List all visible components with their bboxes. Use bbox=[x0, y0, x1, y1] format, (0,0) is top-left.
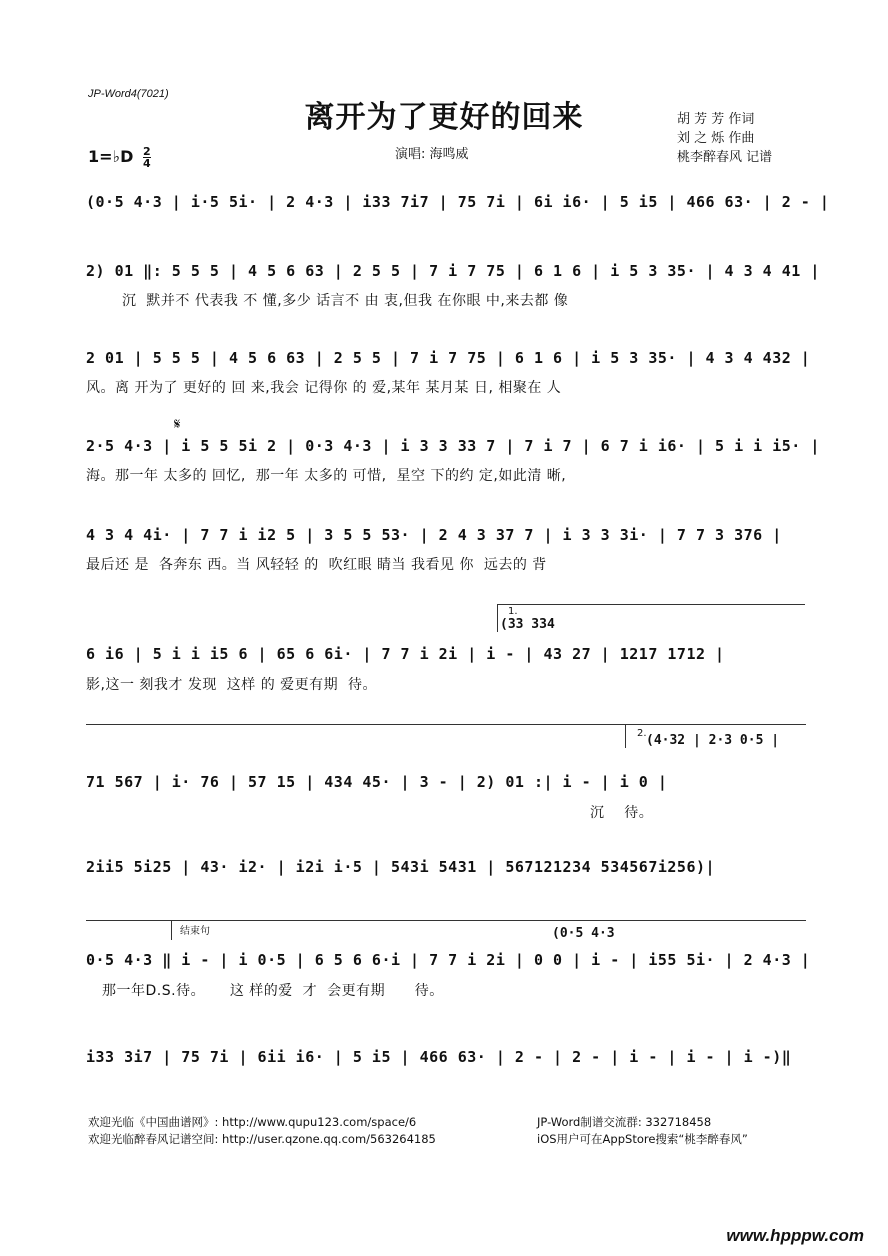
site-watermark: www.hpppw.com bbox=[726, 1226, 864, 1245]
program-version: JP-Word4(7021) bbox=[88, 88, 169, 100]
staff-row-notes: 2ii5 5i25 | 43· i2· | i2i i·5 | 543i 5431 | 567121234 534567i256)| bbox=[86, 858, 716, 876]
coda-notes: (0·5 4·3 bbox=[552, 926, 615, 941]
staff-row-notes: 2 01 | 5 5 5 | 4 5 6 63 | 2 5 5 | 7 i 7 75 | 6 1 6 | i 5 3 35· | 4 3 4 432 | bbox=[86, 349, 811, 367]
time-signature-top: 2 bbox=[142, 145, 151, 158]
footer-ios-info: iOS用户可在AppStore搜索“桃李醉春风” bbox=[537, 1132, 748, 1146]
transcriber: 桃李醉春风 记谱 bbox=[677, 150, 773, 165]
time-signature-bottom: 4 bbox=[142, 157, 151, 170]
staff-row-notes: 2·5 4·3 | i 5 5 5i 2 | 0·3 4·3 | i 3 3 33 7 | 7 i 7 | 6 7 i i6· | 5 i i i5· | bbox=[86, 437, 820, 455]
volta-2-label: 2. bbox=[637, 728, 647, 739]
footer-group-info: JP-Word制谱交流群: 332718458 bbox=[537, 1115, 712, 1129]
volta-2-notes: (4·32 | 2·3 0·5 | bbox=[646, 733, 780, 748]
lyricist: 胡 芳 芳 作词 bbox=[677, 112, 755, 127]
volta-2-bracket-side bbox=[625, 724, 626, 748]
volta-1-bracket bbox=[497, 604, 805, 605]
staff-row-notes: i33 3i7 | 75 7i | 6ii i6· | 5 i5 | 466 63· | 2 - | 2 - | i - | i - | i -)‖ bbox=[86, 1048, 792, 1066]
staff-row-lyrics: 风。离 开为了 更好的 回 来,我会 记得你 的 爱,某年 某月某 日, 相聚在 人 bbox=[86, 380, 562, 396]
page-title: 离开为了更好的回来 bbox=[304, 100, 584, 135]
staff-row-notes: 71 567 | i· 76 | 57 15 | 434 45· | 3 - | 2) 01 :| i - | i 0 | bbox=[86, 773, 668, 791]
volta-line bbox=[86, 724, 806, 725]
volta-1-notes: (33 334 bbox=[500, 617, 555, 632]
staff-row-lyrics: 沉 默并不 代表我 不 懂,多少 话言不 由 衷,但我 在你眼 中,来去都 像 bbox=[122, 293, 569, 309]
staff-row-lyrics: 沉 待。 bbox=[590, 805, 654, 821]
staff-row-lyrics: 影,这一 刻我才 发现 这样 的 爱更有期 待。 bbox=[86, 677, 378, 693]
key-label: 1=♭D bbox=[88, 147, 134, 166]
footer-link-qzone[interactable]: 欢迎光临醉春风记谱空间: http://user.qzone.qq.com/563264185 bbox=[88, 1132, 436, 1146]
time-signature bbox=[143, 146, 151, 169]
key-signature bbox=[88, 146, 151, 169]
footer-left bbox=[88, 1114, 436, 1148]
segno-sign: 𝄋 bbox=[174, 415, 181, 433]
staff-row-notes: 4 3 4 4i· | 7 7 i i2 5 | 3 5 5 53· | 2 4 3 37 7 | i 3 3 3i· | 7 7 3 376 | bbox=[86, 526, 782, 544]
volta-1-bracket-side bbox=[497, 604, 498, 632]
staff-row-lyrics: 最后还 是 各奔东 西。当 风轻轻 的 吹红眼 睛当 我看见 你 远去的 背 bbox=[86, 557, 547, 573]
coda-line bbox=[86, 920, 806, 921]
volta-1-label: 1. bbox=[508, 606, 518, 617]
composer: 刘 之 烁 作曲 bbox=[677, 131, 755, 146]
footer-link-qupu[interactable]: 欢迎光临《中国曲谱网》: http://www.qupu123.com/space/6 bbox=[88, 1115, 417, 1129]
credits bbox=[677, 110, 772, 167]
coda-label: 结束句 bbox=[180, 926, 210, 937]
staff-row-notes: (0·5 4·3 | i·5 5i· | 2 4·3 | i33 7i7 | 75 7i | 6i i6· | 5 i5 | 466 63· | 2 - | bbox=[86, 193, 830, 211]
singer: 演唱: 海鸣威 bbox=[395, 147, 469, 162]
coda-bracket-side bbox=[171, 920, 172, 940]
staff-row-notes: 6 i6 | 5 i i i5 6 | 65 6 6i· | 7 7 i 2i | i - | 43 27 | 1217 1712 | bbox=[86, 645, 725, 663]
staff-row-lyrics: 那一年D.S.待。 这 样的爱 才 会更有期 待。 bbox=[102, 983, 444, 999]
footer-right bbox=[537, 1114, 748, 1148]
staff-row-notes: 0·5 4·3 ‖ i - | i 0·5 | 6 5 6 6·i | 7 7 i 2i | 0 0 | i - | i55 5i· | 2 4·3 | bbox=[86, 951, 811, 969]
staff-row-lyrics: 海。那一年 太多的 回忆, 那一年 太多的 可惜, 星空 下的约 定,如此清 晰, bbox=[86, 468, 567, 484]
staff-row-notes: 2) 01 ‖: 5 5 5 | 4 5 6 63 | 2 5 5 | 7 i 7 75 | 6 1 6 | i 5 3 35· | 4 3 4 41 | bbox=[86, 262, 820, 280]
